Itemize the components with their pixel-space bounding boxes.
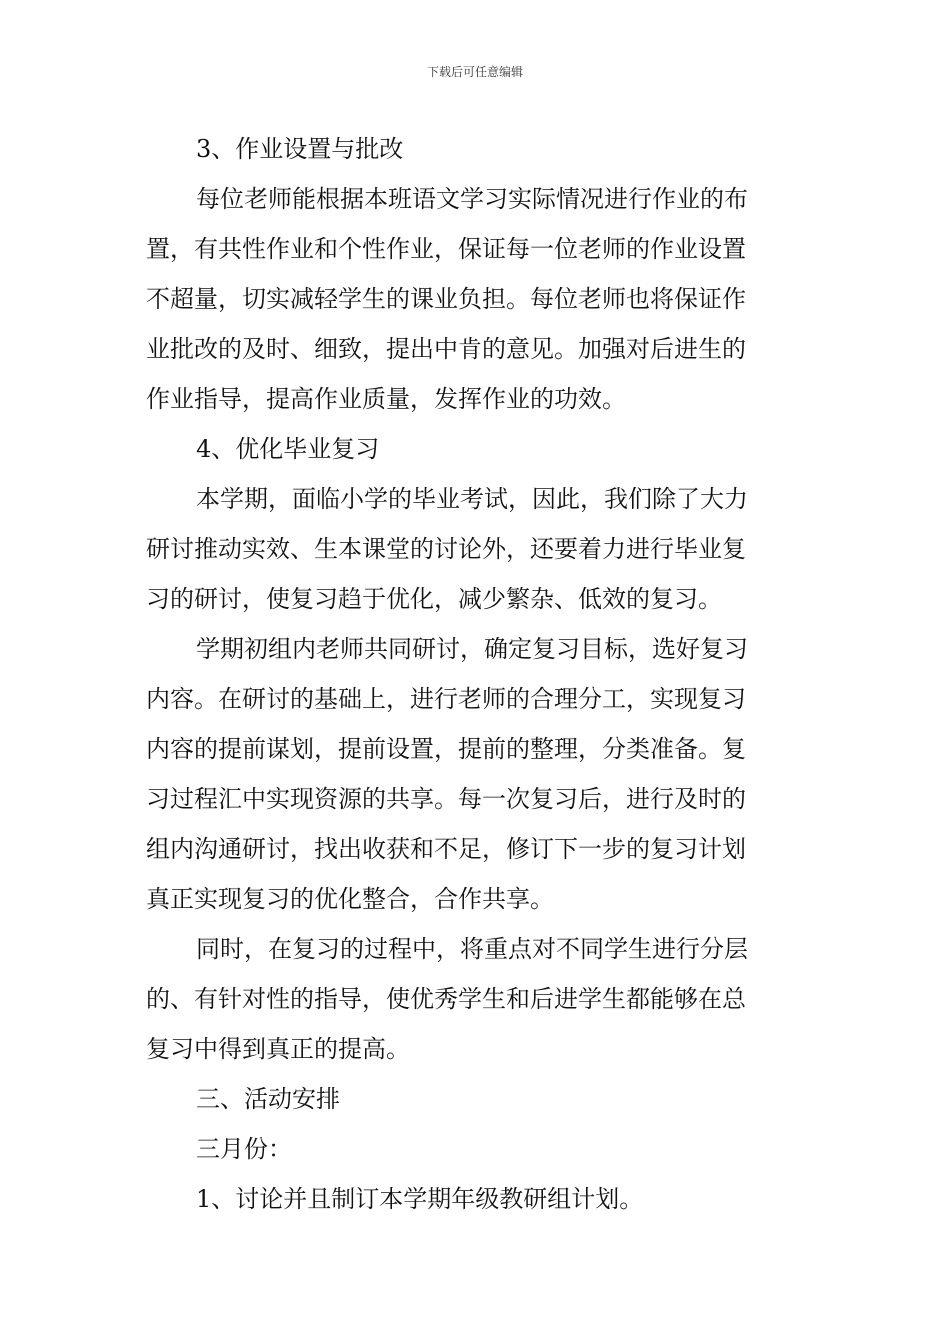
paragraph-line: 学期初组内老师共同研讨，确定复习目标，选好复习	[196, 635, 748, 663]
section-heading: 3、作业设置与批改	[196, 135, 404, 163]
paragraph-line: 习的研讨，使复习趋于优化，减少繁杂、低效的复习。	[146, 585, 722, 613]
page-header-note: 下载后可任意编辑	[426, 65, 523, 79]
paragraph-line: 研讨推动实效、生本课堂的讨论外，还要着力进行毕业复	[146, 535, 746, 563]
paragraph-line: 每位老师能根据本班语文学习实际情况进行作业的布	[196, 185, 748, 213]
paragraph-line: 内容的提前谋划，提前设置，提前的整理，分类准备。复	[146, 735, 746, 763]
paragraph-line: 习过程汇中实现资源的共享。每一次复习后，进行及时的	[146, 785, 746, 813]
paragraph-line: 同时，在复习的过程中，将重点对不同学生进行分层	[196, 935, 748, 963]
paragraph-line: 本学期，面临小学的毕业考试，因此，我们除了大力	[196, 485, 748, 513]
section-heading: 三、活动安排	[196, 1085, 340, 1113]
paragraph-line: 业批改的及时、细致，提出中肯的意见。加强对后进生的	[146, 335, 746, 363]
paragraph-line: 的、有针对性的指导，使优秀学生和后进学生都能够在总	[146, 985, 746, 1013]
paragraph-line: 内容。在研讨的基础上，进行老师的合理分工，实现复习	[146, 685, 746, 713]
paragraph-line: 复习中得到真正的提高。	[146, 1035, 410, 1063]
section-heading: 4、优化毕业复习	[196, 435, 380, 463]
paragraph-line: 作业指导，提高作业质量，发挥作业的功效。	[146, 385, 626, 413]
paragraph-line: 不超量，切实减轻学生的课业负担。每位老师也将保证作	[146, 285, 746, 313]
list-item: 1、讨论并且制订本学期年级教研组计划。	[196, 1185, 644, 1213]
document-body	[146, 124, 812, 1224]
paragraph-line: 真正实现复习的优化整合，合作共享。	[146, 885, 554, 913]
paragraph-line: 组内沟通研讨，找出收获和不足，修订下一步的复习计划	[146, 835, 746, 863]
subsection-heading: 三月份：	[196, 1135, 292, 1163]
paragraph-line: 置，有共性作业和个性作业，保证每一位老师的作业设置	[146, 235, 746, 263]
